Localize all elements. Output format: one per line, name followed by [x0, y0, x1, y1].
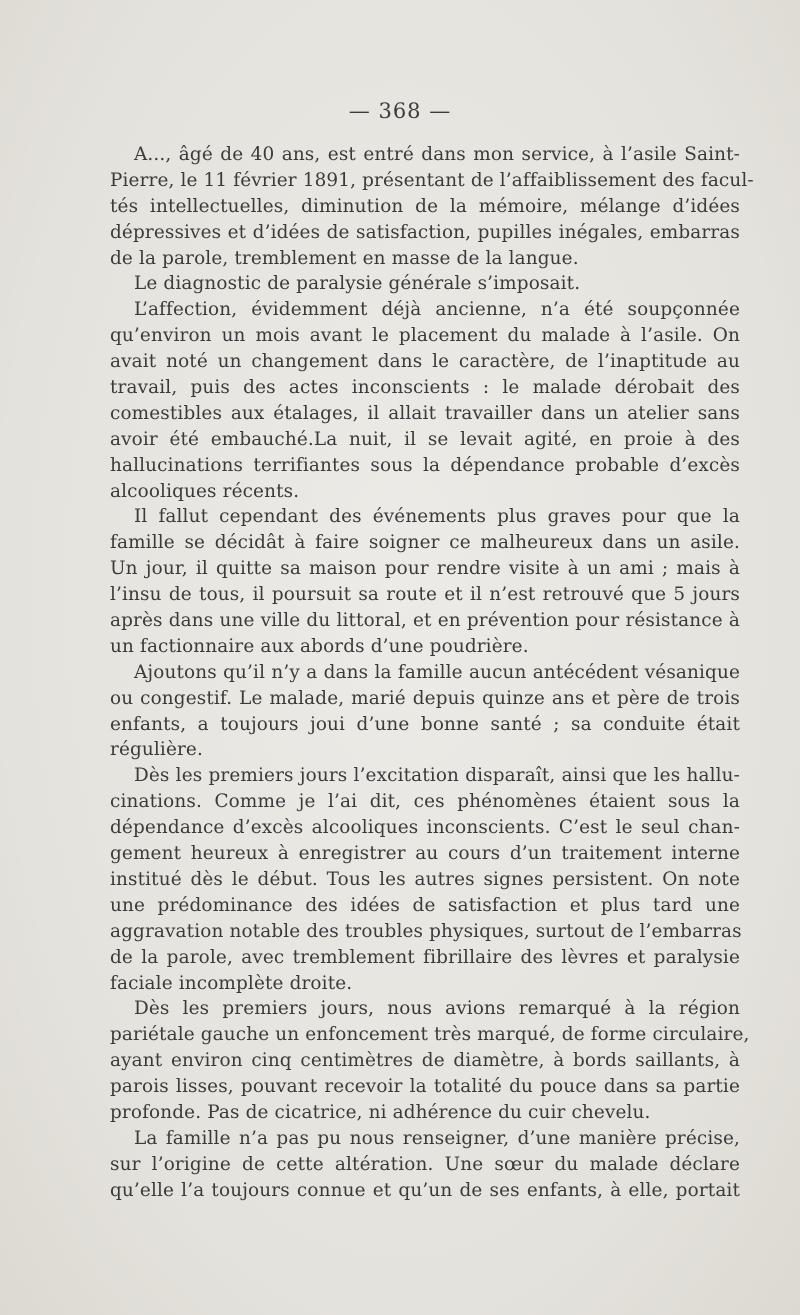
- text-line: pariétale gauche un enfoncement très marqué, de forme circulaire,: [110, 1024, 750, 1046]
- text-line: gement heureux à enregistrer au cours d’un traitement interne: [110, 843, 740, 865]
- text-line: hallucinations terrifiantes sous la dépendance probable d’excès: [110, 454, 740, 476]
- text-line: comestibles aux étalages, il allait travailler dans un atelier sans: [110, 402, 740, 424]
- text-line: Dès les premiers jours l’excitation disparaît, ainsi que les hallu-: [134, 765, 740, 787]
- text-line: faciale incomplète droite.: [110, 972, 353, 994]
- text-line: dépendance d’excès alcooliques inconscients. C’est le seul chan-: [110, 817, 740, 839]
- text-line: Pierre, le 11 février 1891, présentant de l’affaiblissement des facul-: [110, 169, 754, 191]
- text-line: qu’environ un mois avant le placement du malade à l’asile. On: [110, 325, 740, 347]
- text-line: enfants, a toujours joui d’une bonne santé ; sa conduite était: [110, 713, 740, 735]
- text-line: Ajoutons qu’il n’y a dans la famille aucun antécédent vésanique: [134, 661, 740, 683]
- text-line: travail, puis des actes inconscients : le malade dérobait des: [110, 377, 740, 399]
- text-line: dépressives et d’idées de satisfaction, pupilles inégales, embarras: [110, 221, 740, 243]
- text-line: La famille n’a pas pu nous renseigner, d’une manière précise,: [134, 1127, 740, 1149]
- text-line: avait noté un changement dans le caractère, de l’inaptitude au: [110, 351, 740, 373]
- text-line: un factionnaire aux abords d’une poudrière.: [110, 635, 529, 657]
- text-line: qu’elle l’a toujours connue et qu’un de ses enfants, à elle, portait: [110, 1179, 740, 1201]
- text-line: Le diagnostic de paralysie générale s’imposait.: [134, 273, 581, 295]
- text-line: profonde. Pas de cicatrice, ni adhérence du cuir chevelu.: [110, 1101, 651, 1123]
- text-line: cinations. Comme je l’ai dit, ces phénomènes étaient sous la: [110, 791, 740, 813]
- text-line: parois lisses, pouvant recevoir la totalité du pouce dans sa partie: [110, 1076, 740, 1098]
- text-line: aggravation notable des troubles physiques, surtout de l’embarras: [110, 920, 742, 942]
- text-line: Dès les premiers jours, nous avions remarqué à la région: [134, 998, 740, 1020]
- text-line: tés intellectuelles, diminution de la mémoire, mélange d’idées: [110, 195, 740, 217]
- text-line: alcooliques récents.: [110, 480, 300, 502]
- text-line: une prédominance des idées de satisfaction et plus tard une: [110, 894, 740, 916]
- text-line: de la parole, tremblement en masse de la langue.: [110, 247, 579, 269]
- text-line: ayant environ cinq centimètres de diamètre, à bords saillants, à: [110, 1050, 740, 1072]
- text-line: ou congestif. Le malade, marié depuis quinze ans et père de trois: [110, 687, 740, 709]
- text-line: l’insu de tous, il poursuit sa route et il n’est retrouvé que 5 jours: [110, 584, 740, 606]
- page-number: — 368 —: [348, 99, 452, 123]
- text-line: A..., âgé de 40 ans, est entré dans mon service, à l’asile Saint-: [134, 144, 740, 165]
- text-line: Il fallut cependant des événements plus graves pour que la: [134, 506, 740, 528]
- body-text: [110, 142, 754, 1204]
- text-line: régulière.: [110, 739, 203, 761]
- text-line: Un jour, il quitte sa maison pour rendre visite à un ami ; mais à: [110, 558, 740, 580]
- text-line: L’affection, évidemment déjà ancienne, n’a été soupçonnée: [134, 299, 740, 321]
- text-line: après dans une ville du littoral, et en prévention pour résistance à: [110, 610, 740, 632]
- text-line: famille se décidât à faire soigner ce malheureux dans un asile.: [110, 532, 740, 554]
- text-line: avoir été embauché.La nuit, il se levait agité, en proie à des: [110, 428, 740, 450]
- text-line: institué dès le début. Tous les autres signes persistent. On note: [110, 868, 740, 890]
- text-line: sur l’origine de cette altération. Une sœur du malade déclare: [110, 1153, 740, 1175]
- text-line: de la parole, avec tremblement fibrillaire des lèvres et paralysie: [110, 946, 740, 968]
